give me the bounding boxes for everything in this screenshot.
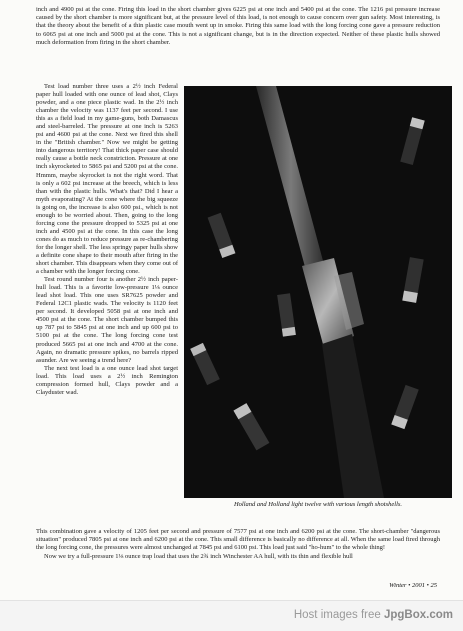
watermark-bar	[0, 600, 463, 631]
host-watermark[interactable]	[294, 609, 453, 621]
article-left-column	[36, 83, 178, 397]
paragraph: Test load number three uses a 2½ inch Federal paper hull loaded with one ounce of lead shot, Clays powder, and a one piece plastic wad. In the 2½ inch chamber the velocity was 1137 feet per second. I use this as a field load in my game-guns, both Damascus and steel-barreled. The pressure at one inch is 5263 psi and 4600 psi at the cone. Next we fired this shell in the "British chamber." Now we might be getting into dangerous territory! That thick paper case should really cause a bottle neck constriction. Pressure at one inch skyrocketed to 5865 psi and 5200 psi at the cone. Hmmm, maybe skyrocket is not the right word. That is only a 602 psi increase at the breech, which is less than with the plastic hulls. What's that? Did I hear a myth evaporating? At the cone where the big squeeze is going on, the increase is also 600 psi., which is not enough to be worried about. Then, going to the long forcing cone the pressure dropped to 5325 psi at one inch and 4500 psi at the cone. In this case the long cones do as much to reduce pressure as re-chambering for the longer shell. The less springy paper hulls show a definite cone shape to their mouth after firing in the short chamber. This disappears when they come out of a chamber with the longer forcing cone.	[36, 83, 178, 276]
article-top-text	[36, 6, 440, 47]
paragraph: The next test load is a one ounce lead shot target load. This load uses a 2½ inch Remington compression formed hull, Clays powder and a Clayduster wad.	[36, 364, 178, 396]
watermark-brand: JpgBox.com	[383, 609, 453, 621]
shotgun-photo	[184, 86, 452, 498]
shotgun-illustration	[184, 86, 452, 498]
watermark-prefix: Host images free	[293, 609, 384, 621]
photo-caption: Holland and Holland light twelve with various length shotshells.	[233, 501, 403, 508]
paragraph: Now we try a full-pressure 1⅛ ounce trap load that uses the 2¾ inch Winchester AA hull, with its thin and flexible hull	[44, 552, 353, 560]
article-bottom-text	[36, 528, 440, 561]
paragraph: Test round number four is another 2½ inch paper-hull load. This is a favorite low-pressure 1⅛ ounce lead shot load. This one uses SR7625 powder and Federal 12C1 plastic wads. The velocity is 1120 feet per second. It developed 5058 psi at one inch and 4500 psi at the cone. The short chamber bumped this up 787 psi to 5845 psi at one inch and up 600 psi to 5100 psi at the cone. The long forcing cone test produced 5665 psi at one inch and 4700 at the cone. Again, no dramatic pressure spikes, no barrels ripped asunder. Are we seeing a trend here?	[36, 276, 178, 364]
paragraph: This combination gave a velocity of 1205 feet per second and pressure of 7577 psi at one inch and 6200 psi at the cone. The short-chamber "dangerous situation" produced 7805 psi at one inch and 6200 psi at the cone. This small difference is basically no difference at all. When the same load fired through the long forcing cone, the pressures were almost unchanged at 7845 psi and 6100 psi. This load just said "ho-hum" to the whole thing!	[36, 528, 440, 552]
paragraph: inch and 4900 psi at the cone. Firing this load in the short chamber gives 6225 psi at one inch and 5400 psi at the cone. The 1216 psi pressure increase caused by the short chamber is more significant but, at the pressure level of this load, is not enough to cause concern over gun safety. Most interesting, is that the theory about the benefit of a thin plastic case mouth went up in smoke. Firing this same load with the long forcing cone gave a pressure reduction to 6065 psi at one inch and 5000 psi at the cone. This is not a significant change, but is in the direction expected. Neither of these plastic hulls showed much deformation from firing in the short chamber.	[36, 6, 440, 46]
page-footer: Winter • 2001 • 25	[389, 582, 437, 589]
